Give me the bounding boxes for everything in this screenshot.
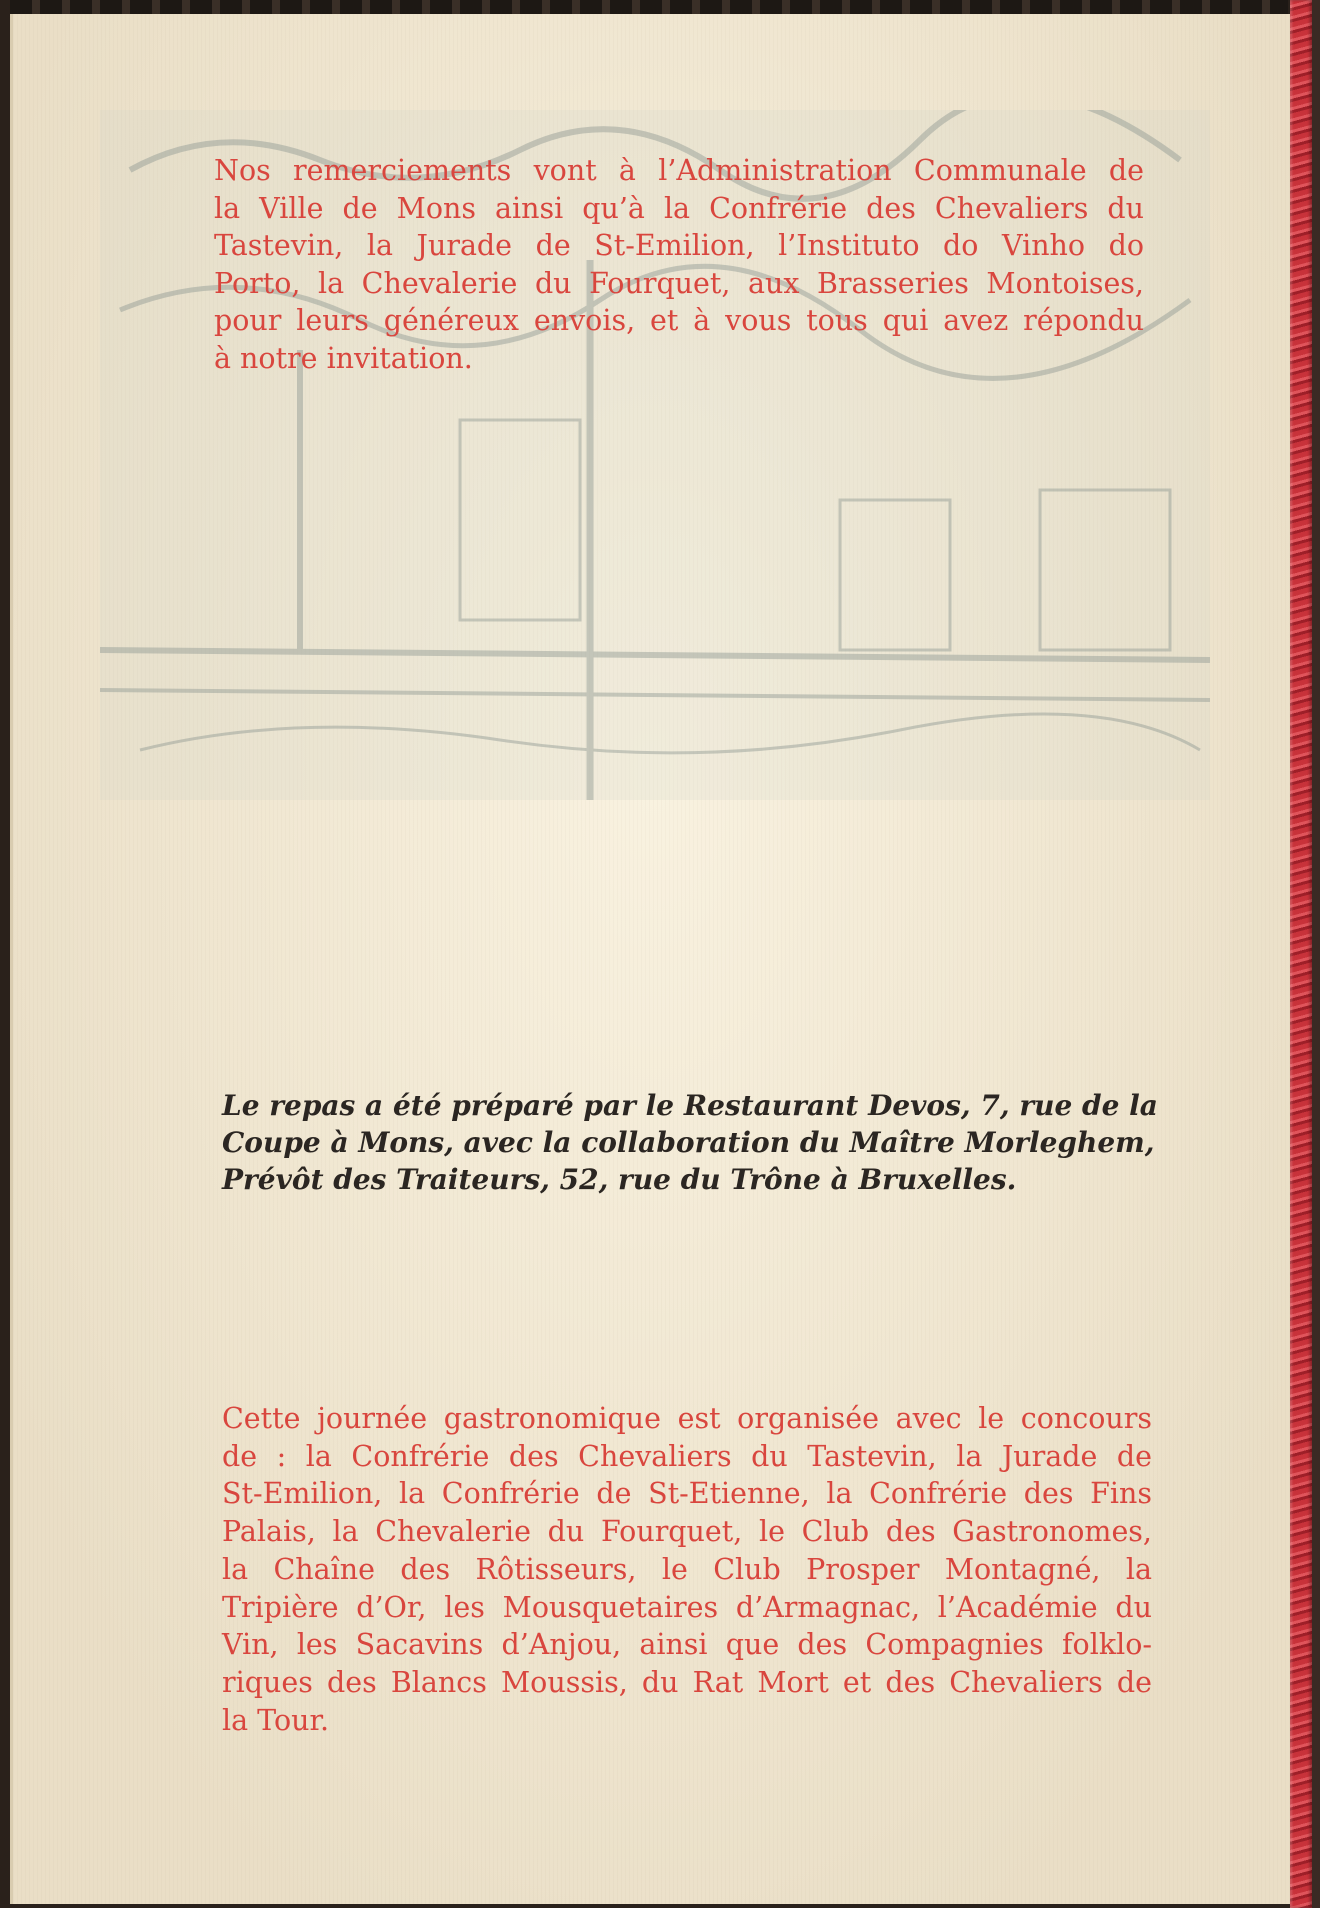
- thanks-line: pour leurs généreux envois, et à vous tous qui avez répondu: [214, 304, 1144, 337]
- concours-line: riques des Blancs Moussis, du Rat Mort et des Chevaliers de: [222, 1665, 1152, 1699]
- concours-paragraph: [222, 1400, 1152, 1739]
- concours-line: Palais, la Chevalerie du Fourquet, le Club des Gastronomes,: [222, 1515, 1152, 1549]
- concours-line: la Chaîne des Rôtisseurs, le Club Prosper Montagné, la: [222, 1552, 1152, 1586]
- concours-line: Tripière d’Or, les Mousquetaires d’Armagnac, l’Académie du: [222, 1590, 1152, 1624]
- concours-line: la Tour.: [222, 1703, 330, 1737]
- thanks-line: Nos remerciements vont à l’Administration Communale de: [214, 154, 1144, 187]
- repas-line: Le repas a été préparé par le Restaurant Devos, 7, rue de la: [222, 1089, 1158, 1122]
- thanks-paragraph: [214, 152, 1144, 377]
- cover-edge: [1312, 0, 1320, 1908]
- thanks-line: à notre invitation.: [214, 341, 473, 375]
- repas-line: Prévôt des Traiteurs, 52, rue du Trône à Bruxelles.: [222, 1163, 1017, 1196]
- binding-cord: [1290, 0, 1312, 1908]
- thanks-line: Porto, la Chevalerie du Fourquet, aux Brasseries Montoises,: [214, 266, 1144, 300]
- repas-line: Coupe à Mons, avec la collaboration du Maître Morleghem,: [222, 1126, 1155, 1159]
- repas-paragraph: [222, 1087, 1158, 1198]
- thanks-line: la Ville de Mons ainsi qu’à la Confrérie des Chevaliers du: [214, 191, 1144, 225]
- concours-line: de : la Confrérie des Chevaliers du Tastevin, la Jurade de: [222, 1439, 1152, 1473]
- thanks-line: Tastevin, la Jurade de St-Emilion, l’Instituto do Vinho do: [214, 229, 1144, 262]
- concours-line: Vin, les Sacavins d’Anjou, ainsi que des Compagnies folklo-: [222, 1628, 1152, 1662]
- concours-line: St-Emilion, la Confrérie de St-Etienne, la Confrérie des Fins: [222, 1477, 1152, 1511]
- concours-line: Cette journée gastronomique est organisée avec le concours: [222, 1402, 1152, 1435]
